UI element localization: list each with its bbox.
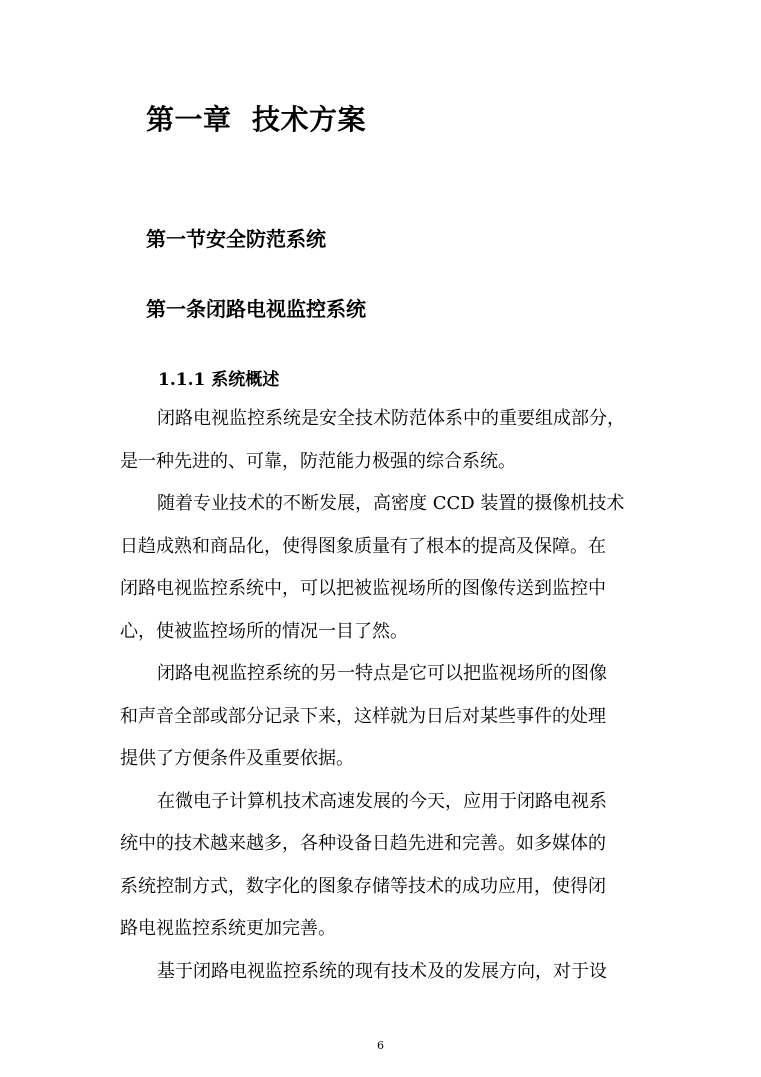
paragraph-line: 系统控制方式，数字化的图象存储等技术的成功应用，使得闭 [120,875,606,897]
paragraph-line: 心，使被监控场所的情况一目了然。 [120,620,408,642]
paragraph-line: 是一种先进的、可靠，防范能力极强的综合系统。 [120,450,516,472]
subsection-title: 1.1.1 系统概述 [158,370,280,390]
paragraph-direction [120,951,640,994]
paragraph-line: 闭路电视监控系统中，可以把被监视场所的图像传送到监控中 [120,578,606,599]
paragraph-line: 日趋成熟和商品化，使得图象质量有了根本的提高及保障。在 [120,535,606,557]
paragraph-ccd [120,483,640,653]
chapter-title: 第一章 技术方案 [146,103,366,136]
paragraph-line: 路电视监控系统更加完善。 [120,918,336,939]
paragraph-line: 提供了方便条件及重要依据。 [120,748,354,769]
paragraph-line: 随着专业技术的不断发展，高密度 CCD 装置的摄像机技术 [157,493,625,514]
paragraph-line: 统中的技术越来越多，各种设备日趋先进和完善。如多媒体的 [120,833,606,854]
paragraph-line: 闭路电视监控系统的另一特点是它可以把监视场所的图像 [157,663,607,684]
section-title: 第一节安全防范系统 [146,227,326,251]
article-title: 第一条闭路电视监控系统 [146,297,366,321]
paragraph-line: 在微电子计算机技术高速发展的今天，应用于闭路电视系 [157,790,607,812]
paragraph-recording [120,653,640,781]
paragraph-microelectronics [120,781,640,951]
page-number: 6 [377,1039,384,1052]
paragraph-overview [120,398,640,483]
body-text [120,398,640,993]
paragraph-line: 闭路电视监控系统是安全技术防范体系中的重要组成部分， [157,408,625,429]
paragraph-line: 和声音全部或部分记录下来，这样就为日后对某些事件的处理 [120,705,606,727]
paragraph-line: 基于闭路电视监控系统的现有技术及的发展方向，对于设 [157,960,607,982]
